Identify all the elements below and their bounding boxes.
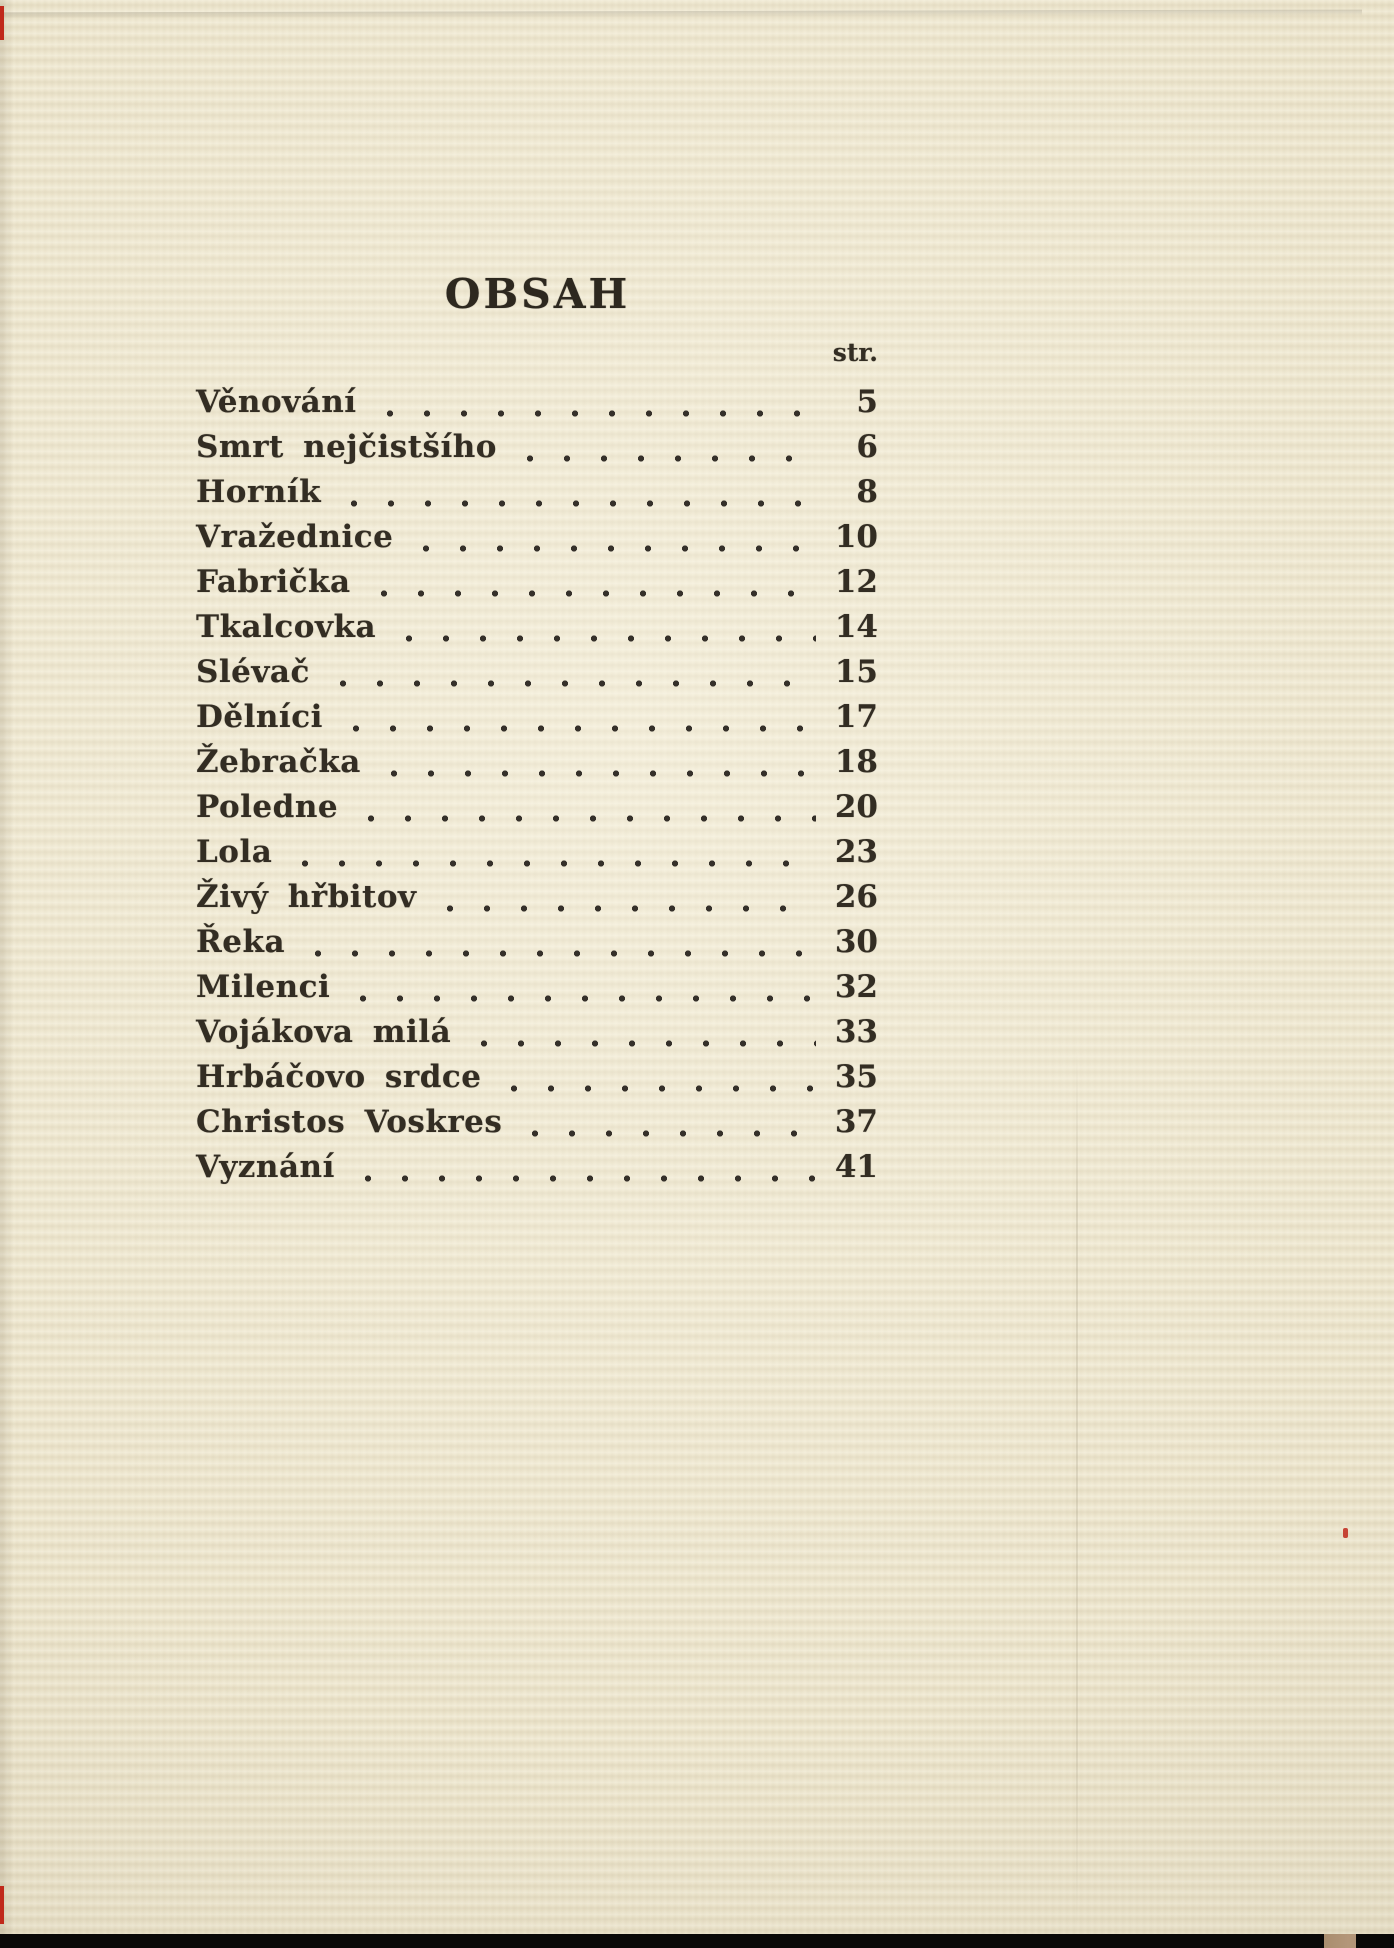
deckle-top-edge [0, 10, 1362, 19]
toc-entry-title: Fabrička [196, 564, 351, 600]
toc-entry-title: Věnování [196, 384, 357, 420]
toc-entry-page-number: 18 [834, 744, 878, 780]
toc-row [196, 1149, 878, 1194]
toc-row [196, 834, 878, 879]
page-column-header: str. [832, 338, 878, 367]
toc-entry-title: Horník [196, 474, 322, 510]
toc-row [196, 789, 878, 834]
toc-row [196, 564, 878, 609]
dot-leader [465, 1014, 816, 1059]
toc-entry-title: Lola [196, 834, 273, 870]
toc-row [196, 519, 878, 564]
dot-leader [511, 429, 816, 474]
toc-row [196, 1104, 878, 1149]
toc-entry-title: Žebračka [196, 744, 361, 780]
dot-leader [407, 519, 816, 564]
dot-leader [335, 474, 816, 519]
toc-entry-page-number: 15 [834, 654, 878, 690]
toc-entry-title: Hrbáčovo srdce [196, 1059, 482, 1095]
toc-entry-title: Vyznání [196, 1149, 335, 1185]
toc-row [196, 1014, 878, 1059]
toc-entry-title: Vojákova milá [196, 1014, 452, 1050]
dot-leader [299, 924, 816, 969]
dot-leader [349, 1149, 816, 1194]
toc-row [196, 744, 878, 789]
dot-leader [324, 654, 816, 699]
toc-entry-page-number: 37 [834, 1104, 878, 1140]
edge-red-mark-bottom [0, 1886, 4, 1924]
toc-row [196, 969, 878, 1014]
dot-leader [516, 1104, 816, 1149]
table-of-contents [196, 384, 878, 1194]
toc-entry-title: Christos Voskres [196, 1104, 503, 1140]
toc-entry-page-number: 41 [834, 1149, 878, 1185]
toc-entry-page-number: 17 [834, 699, 878, 735]
dot-leader [375, 744, 816, 789]
toc-entry-page-number: 6 [856, 429, 878, 465]
toc-entry-title: Poledne [196, 789, 339, 825]
toc-entry-title: Slévač [196, 654, 310, 690]
toc-row [196, 924, 878, 969]
toc-entry-page-number: 8 [856, 474, 878, 510]
toc-entry-page-number: 10 [834, 519, 878, 555]
toc-row [196, 1059, 878, 1104]
dot-leader [431, 879, 816, 924]
paper-crease [1076, 1050, 1078, 1934]
toc-entry-page-number: 23 [834, 834, 878, 870]
toc-entry-title: Řeka [196, 924, 286, 960]
toc-row [196, 654, 878, 699]
toc-entry-title: Dělníci [196, 699, 323, 735]
toc-entry-page-number: 32 [834, 969, 878, 1005]
toc-entry-title: Tkalcovka [196, 609, 377, 645]
toc-row [196, 609, 878, 654]
toc-entry-page-number: 20 [834, 789, 878, 825]
toc-entry-title: Živý hřbitov [196, 879, 417, 915]
toc-row [196, 384, 878, 429]
dot-leader [390, 609, 816, 654]
toc-entry-page-number: 35 [834, 1059, 878, 1095]
page-title: OBSAH [444, 270, 631, 318]
toc-entry-page-number: 33 [834, 1014, 878, 1050]
toc-entry-page-number: 5 [856, 384, 878, 420]
toc-row [196, 879, 878, 924]
toc-row [196, 474, 878, 519]
toc-entry-title: Milenci [196, 969, 331, 1005]
toc-entry-title: Smrt nejčistšího [196, 429, 497, 465]
dot-leader [371, 384, 816, 429]
dot-leader [365, 564, 816, 609]
toc-entry-page-number: 14 [834, 609, 878, 645]
toc-entry-title: Vražednice [196, 519, 394, 555]
dot-leader [286, 834, 816, 879]
dot-leader [352, 789, 816, 834]
dot-leader [337, 699, 816, 744]
dot-leader [495, 1059, 816, 1104]
toc-entry-page-number: 30 [834, 924, 878, 960]
toc-row [196, 699, 878, 744]
dot-leader [344, 969, 816, 1014]
toc-row [196, 429, 878, 474]
edge-red-speck [1343, 1528, 1348, 1538]
toc-entry-page-number: 12 [834, 564, 878, 600]
toc-entry-page-number: 26 [834, 879, 878, 915]
edge-red-mark-top [0, 6, 4, 40]
